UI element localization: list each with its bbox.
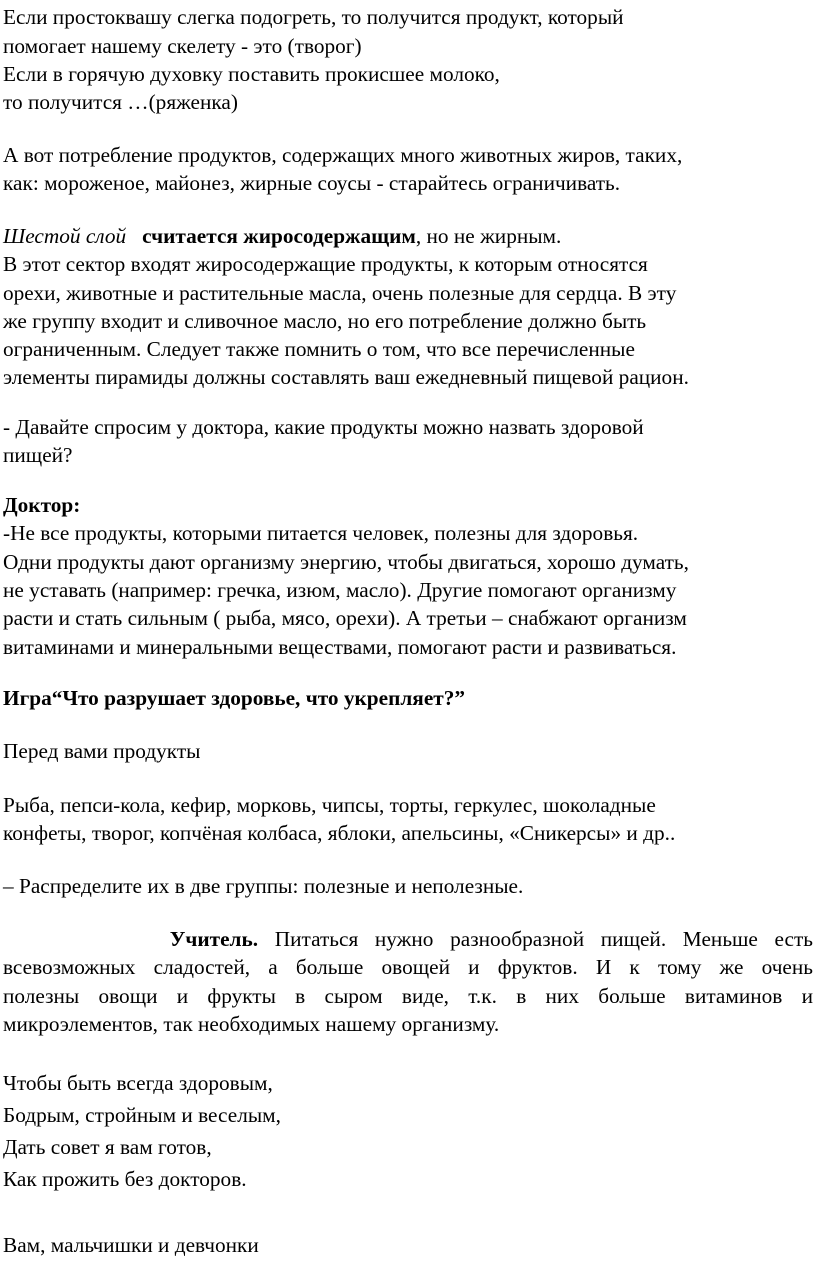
poem-line: Вам, мальчишки и девчонки xyxy=(3,1233,259,1257)
text-fragment: Питаться нужно разнообразной пищей. Меньше есть xyxy=(258,927,814,951)
text-line-sixth-layer xyxy=(3,223,561,249)
poem-line: Бодрым, стройным и веселым, xyxy=(3,1103,281,1127)
text-line: элементы пирамиды должны составлять ваш ежедневный пищевой рацион. xyxy=(3,365,689,389)
text-line: А вот потребление продуктов, содержащих много животных жиров, таких, xyxy=(3,143,683,167)
text-line: не уставать (например: гречка, изюм, масло). Другие помогают организму xyxy=(3,578,677,602)
text-line: пищей? xyxy=(3,443,73,467)
text-line: конфеты, творог, копчёная колбаса, яблоки, апельсины, «Сникерсы» и др.. xyxy=(3,821,676,845)
text-line: расти и стать сильным ( рыба, мясо, орехи). А третьи – снабжают организм xyxy=(3,606,687,630)
section-heading-game: Игра“Что разрушает здоровье, что укрепляет?” xyxy=(3,686,466,710)
text-line: же группу входит и сливочное масло, но его потребление должно быть xyxy=(3,309,647,333)
text-line: как: мороженое, майонез, жирные соусы - старайтесь ограничивать. xyxy=(3,171,621,195)
poem-line: Как прожить без докторов. xyxy=(3,1167,247,1191)
text-line: Перед вами продукты xyxy=(3,739,201,763)
text-line: В этот сектор входят жиросодержащие продукты, к которым относятся xyxy=(3,252,648,276)
poem-line: Чтобы быть всегда здоровым, xyxy=(3,1071,273,1095)
text-line: Одни продукты дают организму энергию, чтобы двигаться, хорошо думать, xyxy=(3,550,689,574)
text-line: Если в горячую духовку поставить прокисшее молоко, xyxy=(3,62,500,86)
text-line-teacher xyxy=(3,926,813,952)
teacher-label: Учитель. xyxy=(169,927,259,951)
text-line: полезны овощи и фрукты в сыром виде, т.к. в них больше витаминов и xyxy=(3,984,813,1008)
text-line: помогает нашему скелету - это (творог) xyxy=(3,34,362,58)
text-line: - Давайте спросим у доктора, какие продукты можно назвать здоровой xyxy=(3,415,644,439)
bold-term: считается жиросодержащим xyxy=(142,224,416,248)
poem-line: Дать совет я вам готов, xyxy=(3,1135,212,1159)
text-line: витаминами и минеральными веществами, помогают расти и развиваться. xyxy=(3,635,677,659)
text-line: то получится …(ряженка) xyxy=(3,90,238,114)
section-heading-doctor: Доктор: xyxy=(3,493,81,517)
text-line: Рыба, пепси-кола, кефир, морковь, чипсы, торты, геркулес, шоколадные xyxy=(3,793,656,817)
text-line: всевозможных сладостей, а больше овощей и фруктов. И к тому же очень xyxy=(3,955,813,979)
text-line: орехи, животные и растительные масла, очень полезные для сердца. В эту xyxy=(3,281,677,305)
text-fragment: , но не жирным. xyxy=(415,224,562,248)
text-line: – Распределите их в две группы: полезные и неполезные. xyxy=(3,874,524,898)
text-line: микроэлементов, так необходимых нашему организму. xyxy=(3,1012,500,1036)
text-line: -Не все продукты, которыми питается человек, полезны для здоровья. xyxy=(3,521,639,545)
italic-term: Шестой слой xyxy=(3,224,127,248)
text-line: Если простоквашу слегка подогреть, то получится продукт, который xyxy=(3,5,624,29)
text-line: ограниченным. Следует также помнить о том, что все перечисленные xyxy=(3,337,635,361)
